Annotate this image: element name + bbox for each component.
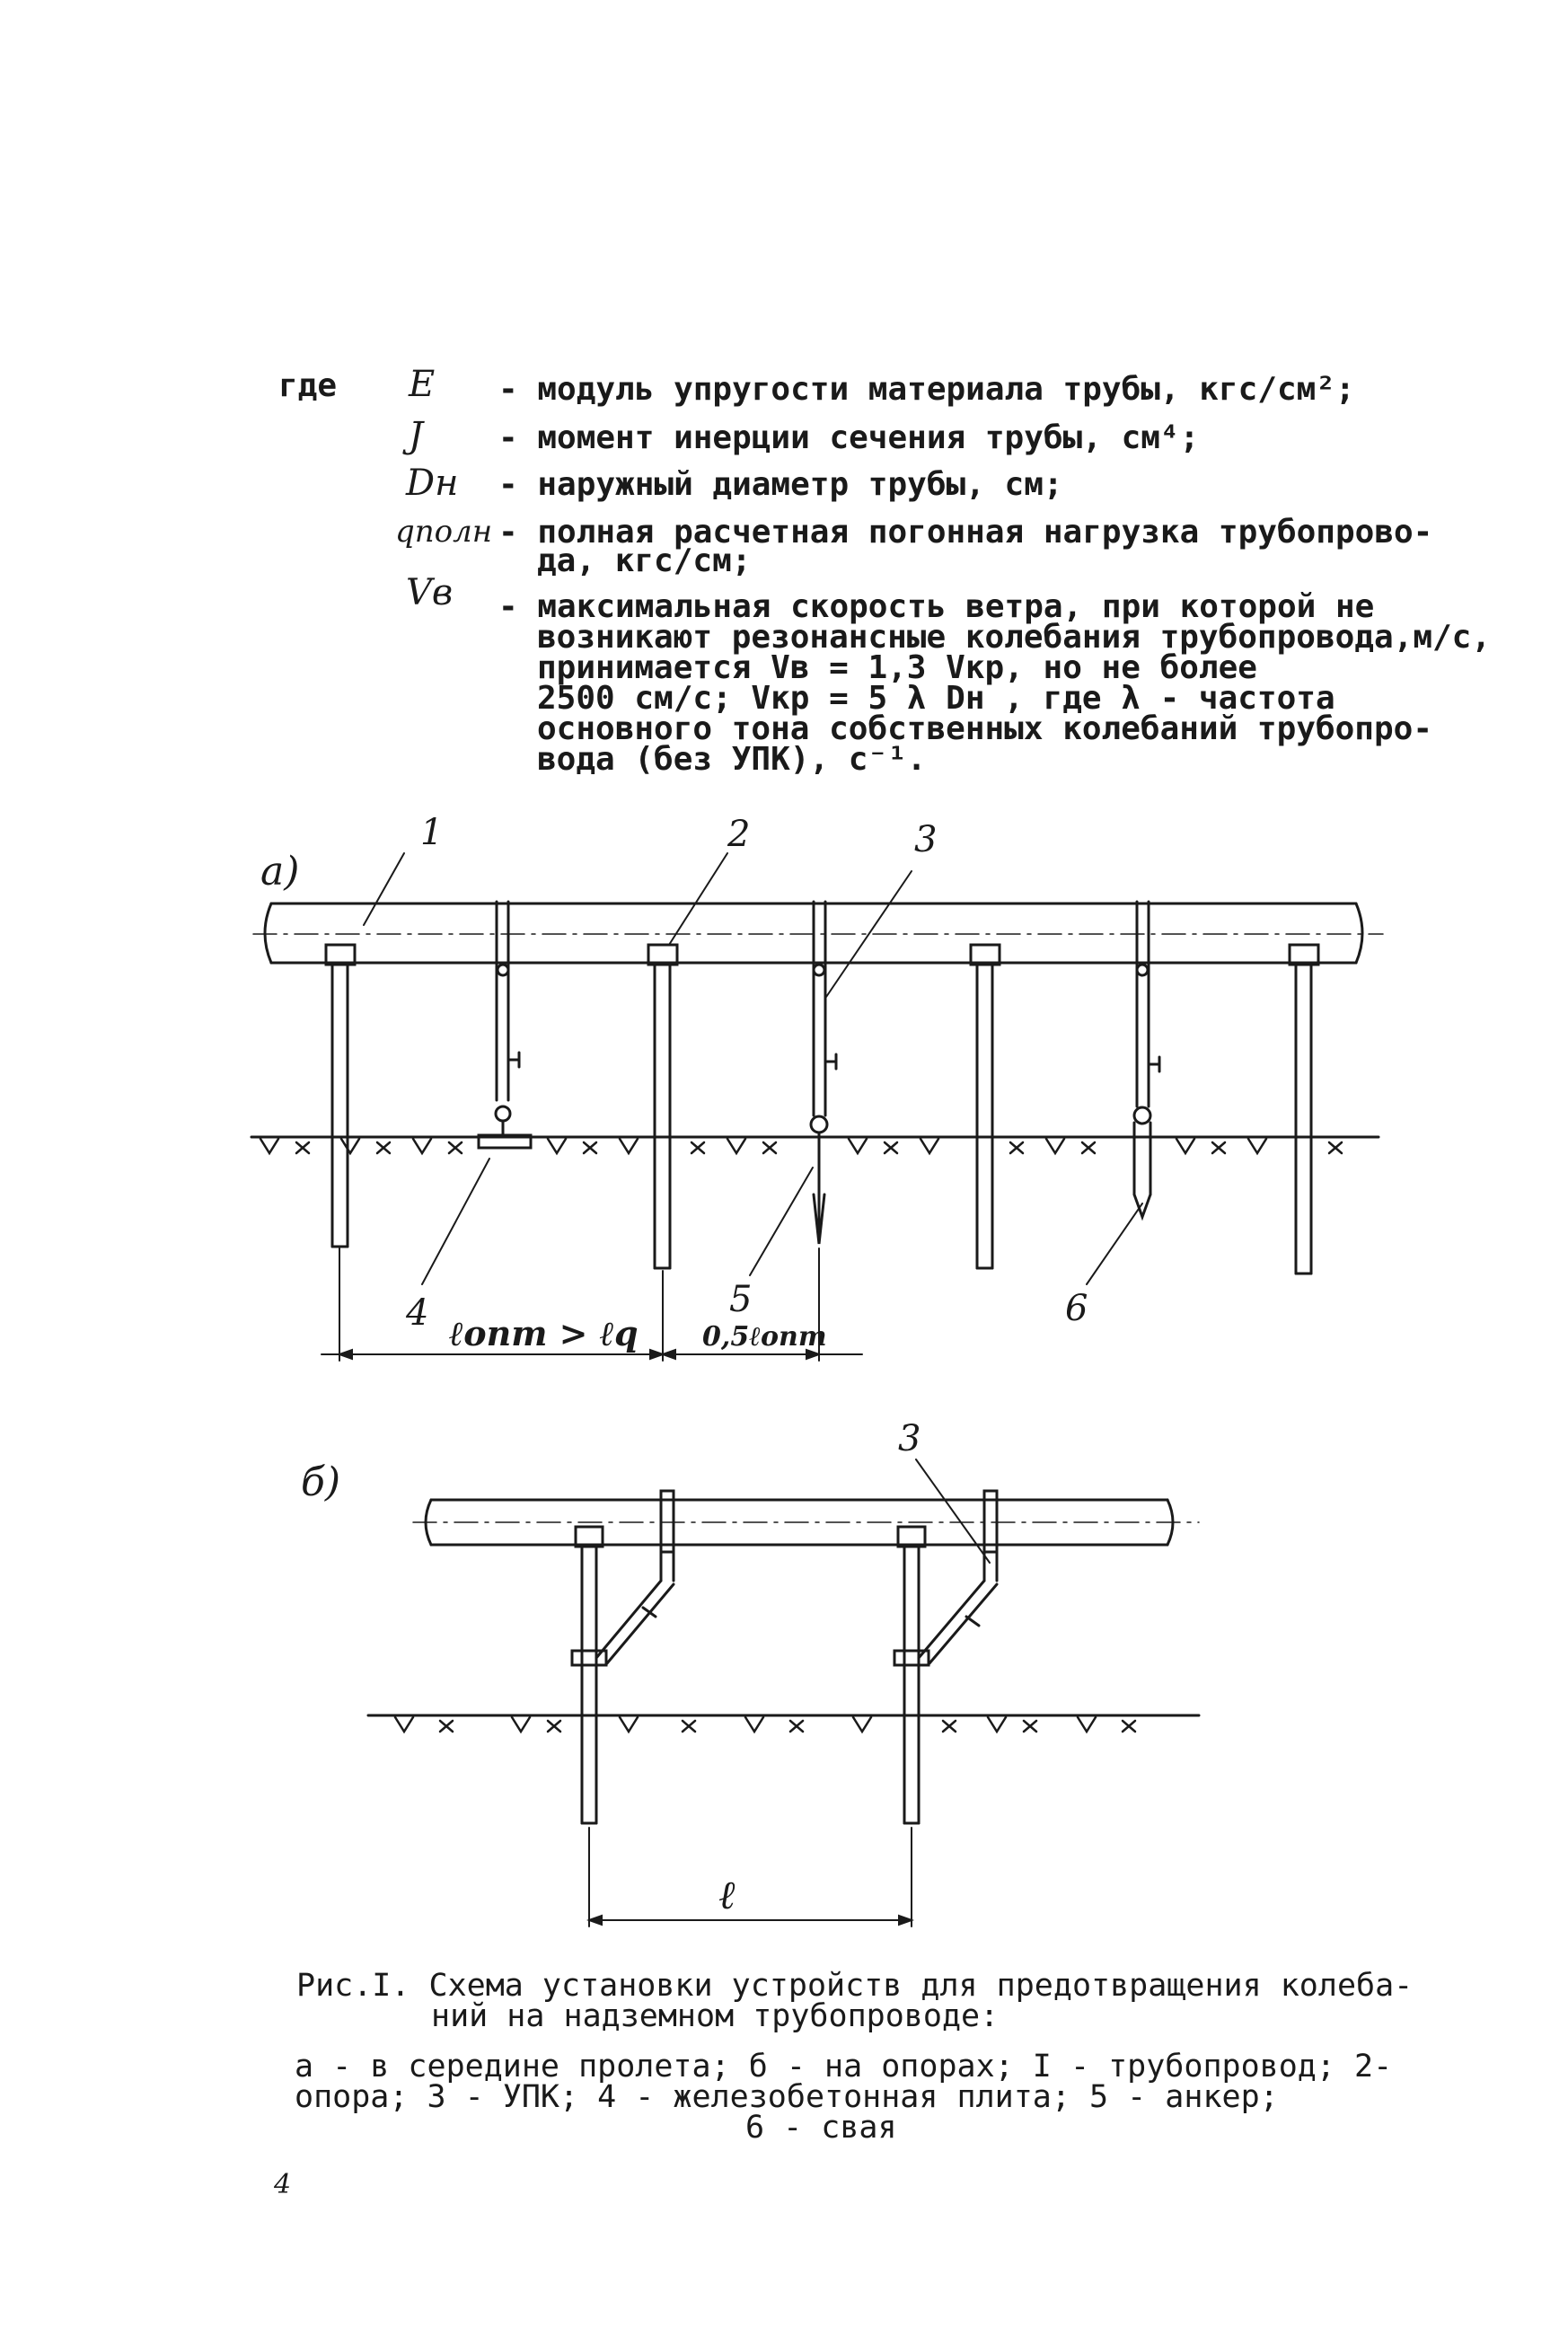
- legend-row-q-line2: да, кгс/см;: [537, 542, 752, 579]
- upk-with-pile: [1134, 902, 1159, 1217]
- callout-3-b: 3: [898, 1418, 921, 1459]
- legend-row-v-line5: основного тона собственных колебаний трубопро-: [537, 710, 1432, 747]
- symbol-vv: Vв: [406, 572, 454, 613]
- ground-line-a: [251, 1137, 1379, 1153]
- dimension-b-label: ℓ: [718, 1873, 736, 1918]
- dimension-b: [589, 1828, 912, 1926]
- dimension-left-label: ℓопт > ℓq: [449, 1313, 639, 1353]
- symbol-qpoln: qполн: [395, 514, 493, 550]
- legend-row-v-line1: - максимальная скорость ветра, при которой не: [498, 588, 1375, 625]
- supports-b: [572, 1527, 929, 1823]
- ground-line-b: [368, 1715, 1199, 1732]
- callout-3: 3: [914, 819, 938, 860]
- dimension-right-label: 0,5ℓопт: [702, 1321, 827, 1353]
- upk-with-anchor: [811, 902, 836, 1244]
- symbol-e: E: [409, 364, 436, 405]
- pipeline-b: [413, 1500, 1199, 1545]
- legend-row-v-line3: принимается Vв = 1,3 Vкр, но не более: [537, 649, 1257, 686]
- callout-4: 4: [406, 1292, 429, 1334]
- legend-row-v-line4: 2500 см/с; Vкр = 5 λ Dн , где λ - частота: [537, 680, 1335, 717]
- caption-title-line2: ний на надземном трубопроводе:: [431, 1998, 1000, 2034]
- panel-b-label: б): [301, 1459, 341, 1505]
- callout-2: 2: [727, 814, 751, 855]
- caption-title-line1: Рис.I. Схема установки устройств для предотвращения колеба-: [296, 1968, 1414, 2004]
- leader-lines-a: [364, 853, 1142, 1284]
- pipeline-a: [253, 904, 1383, 963]
- callout-1: 1: [420, 812, 444, 853]
- legend-row-e: - модуль упругости материала трубы, кгс/см²;: [498, 371, 1355, 408]
- symbol-j: J: [409, 415, 424, 456]
- upk-with-slab: [479, 902, 531, 1148]
- page-number: 4: [274, 2169, 292, 2200]
- legend-row-v-line6: вода (без УПК), с⁻¹.: [537, 741, 927, 778]
- legend-row-q-line1: - полная расчетная погонная нагрузка трубопрово-: [498, 514, 1433, 551]
- legend-row-dn: - наружный диаметр трубы, см;: [498, 466, 1063, 503]
- legend-row-j: - момент инерции сечения трубы, см⁴;: [498, 419, 1200, 456]
- caption-legend-line3: 6 - свая: [745, 2110, 897, 2146]
- caption-legend-line1: а - в середине пролета; б - на опорах; I - трубопровод; 2-: [295, 2049, 1393, 2085]
- callout-5: 5: [729, 1279, 753, 1320]
- upk-on-supports: [596, 1491, 997, 1663]
- symbol-dn: Dн: [406, 463, 459, 504]
- where-word: где: [278, 367, 338, 404]
- caption-legend-line2: опора; 3 - УПК; 4 - железобетонная плита; 5 - анкер;: [295, 2079, 1279, 2115]
- callout-6: 6: [1065, 1288, 1088, 1329]
- legend-row-v-line2: возникают резонансные колебания трубопровода,м/с,: [537, 619, 1492, 656]
- panel-a-label: а): [260, 849, 300, 895]
- leader-line-b: [916, 1459, 990, 1563]
